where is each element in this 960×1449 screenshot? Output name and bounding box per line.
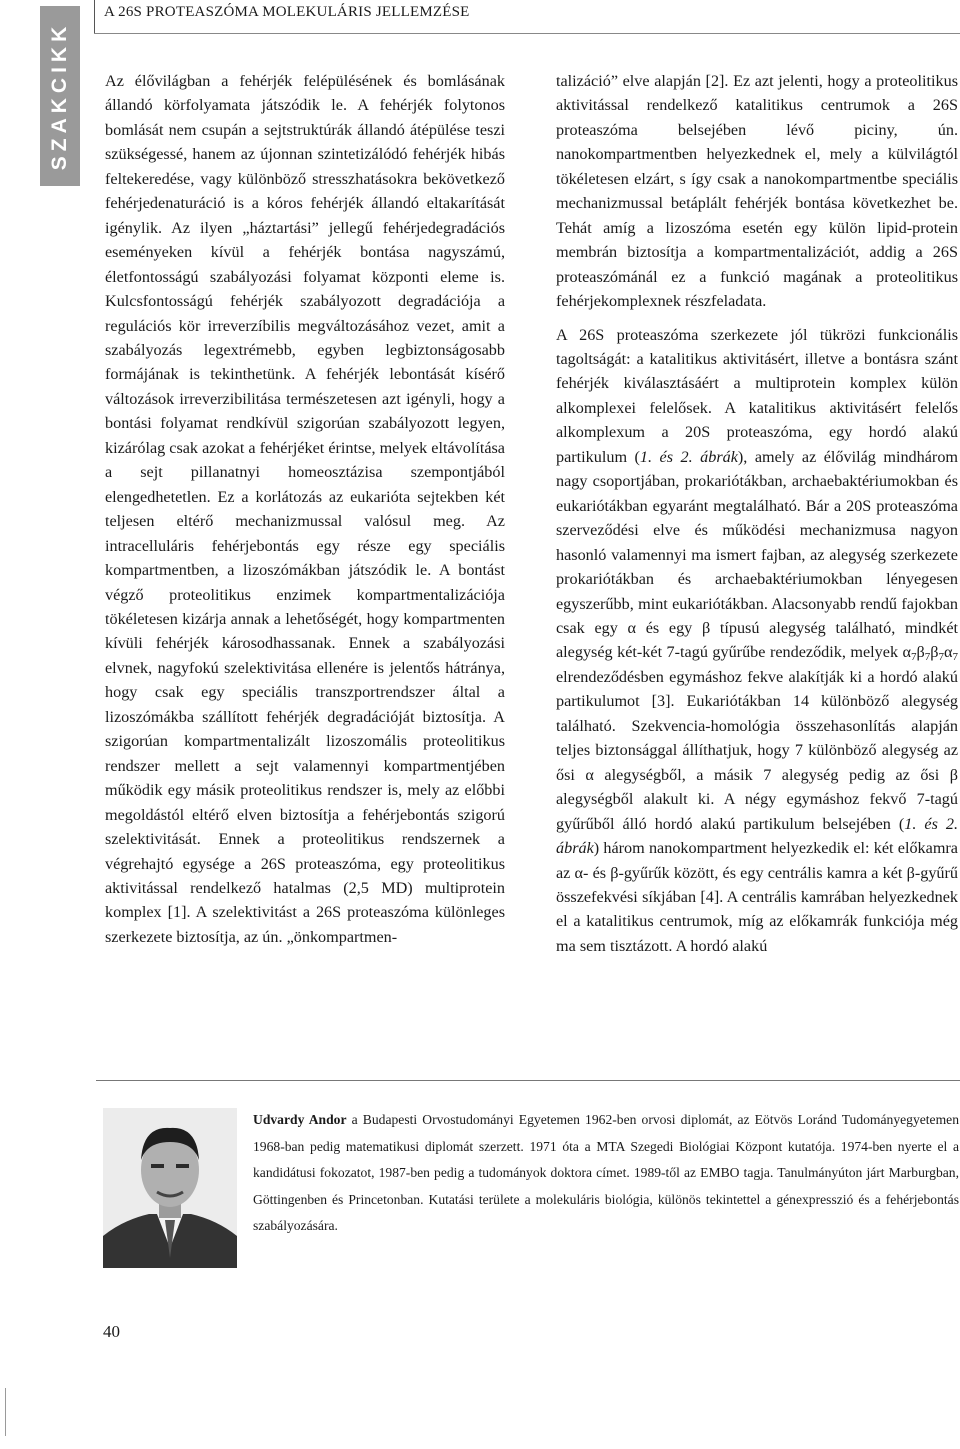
header-underline <box>94 33 960 34</box>
left-paragraph: Az élővilágban a fehérjék felépülésének és bomlásának állandó körfolyamata játszódik le. A fehérjék folytonos bomlását nem csupán a sejtstruktúrák állandó átépülése teszi szükségessé, hanem az újonnan szintetizálódó fehérjék hibás feltekeredése, vagy különböző stresszhatásokra bekövetkező fehérjedenaturáció is a kóros fehérjék állandó eltakarítását igénylik. Az ilyen „háztartási” jellegű fehérjedegradációs eseményeken kívül a fehérjék bontása nagyszámú, életfontosságú szabályozási folyamat központi eleme is. Kulcsfontosságú fehérjék szabályozott degradációja a regulációs kör irreverzíbilis megváltozásához vezet, amit a szabályozás legextrémebb, egyben legbiztonságosabb formájának is tekinthetünk. A fehérjék lebontását kísérő változások irreverzibilitása természetesen azt igényli, hogy a bontási folyamat rendkívül szigorúan szabályozott legyen, kizárólag csak azokat a fehérjéket érintse, melyek eltávolítása a sejt pillanatnyi homeosztázisa szempontjából elengedhetetlen. Ez a korlátozás az eukarióta sejtekben két teljesen eltérő mechanizmussal valósul meg. Az intracelluláris fehérjebontás egy része egy speciális kompartmentben, a lizoszómákban játszódik le. A bontást végző proteolitikus enzimek kompartmentalizációja tökéletesen kizárja annak a lehetőségét, hogy kompartmenten kívüli fehérjék károsodhassanak. Ennek a szabályozási elvnek, nagyfokú szelektivitása ellenére is jelentős hátránya, hogy csak egy speciális transzportrendszer által a lizoszómákba szállított fehérjék degradációját biztosítja. A szigorúan kompartmentalizált lizoszomális proteolitikus rendszer mellett a sejt valamennyi kompartmentjében működik egy másik proteolitikus rendszer is, mely az előbbi megoldástól eltérő elven biztosítja a fehérjebontás szigorú szelektivitását. Ennek a proteolitikus rendszernek a végrehajtó egysége a 26S proteaszóma, egy proteolitikus aktivitással rendelkező hatalmas (2,5 MD) multiprotein komplex [1]. A szelektivitást a 26S proteaszóma különleges szerkezete biztosítja, az ún. „önkompartmen- <box>105 72 505 946</box>
figure-ref: 1. és 2. ábrák <box>639 447 738 466</box>
running-header <box>94 0 960 34</box>
author-name: Udvardy Andor <box>253 1112 347 1127</box>
right-paragraph-2: A 26S proteaszóma szerkezete jól tükrözi funkcionális tagoltságát: a katalitikus aktivitásért, illetve a bontásra szánt fehérjék kiválasztásáért a multiprotein komplex külön alkomplexei felelősek. A katalitikus aktivitásért felelős alkomplexum a 20S proteaszóma, egy hordó alakú partikulum (1. és 2. ábrák), amely az élővilág mindhárom nagy csoportjában, prokariótákban, archaebaktériumokban és eukariótákban egyaránt megtalálható. Bár a 20S proteaszóma szerveződési elve és működési mechanizmusa nagyon hasonló valamennyi ma ismert fajban, az alegység szerkezete prokariótákban és archaebaktériumokban lényegesen egyszerűbb, mint eukariótákban. Alacsonyabb rendű fajokban csak egy α és egy β típusú alegység található, mindkét alegység két-két 7-tagú gyűrűbe rendeződik, melyek $\alpha_7\beta_7\beta_7\alpha_7$ elrendeződésben egymáshoz fekve alakítják ki a hordó alakú partikulumot [3]. Eukariótákban 14 különböző alegység található. Szekvencia-homológia összehasonlítás alapján teljes biztonsággal állíthatjuk, hogy 7 különböző alegység az ősi α alegységből, a másik 7 alegység pedig az ősi β alegységből alakult ki. A négy egymáshoz fekvő 7-tagú gyűrűből álló hordó alakú partikulum belsejében (1. és 2. ábrák) három nanokompartment helyezkedik el: két előkamra az α- és β-gyűrűk között, és egy centrális kamra a két β-gyűrű összefekvési síkjában [4]. A centrális kamrában helyezkednek el a katalitikus centrumok, míg az előkamrák funkciója még ma sem tisztázott. A hordó alakú <box>556 325 958 955</box>
section-label: SZAKCIKK <box>48 21 71 171</box>
section-tab <box>40 6 80 186</box>
section-divider <box>96 1080 960 1081</box>
author-bio-text: a Budapesti Orvostudományi Egyetemen 1962-ben orvosi diplomát, az Eötvös Loránd Tudományegyetemen 1968-ban pedig matematikusi diplomát szerzett. 1971 óta a MTA Szegedi Biológiai Központ kutatója. 1974-ben nyerte el a kandidátusi fokozatot, 1987-ben pedig a tudományok doktora címet. 1989-től az EMBO tagja. Tanulmányúton járt Marburgban, Göttingenben és Princetonban. Kutatási területe a molekuláris biológia, különös tekintettel a génexpresszió és a fehérjebontás szabályozására. <box>253 1112 959 1234</box>
page-number: 40 <box>103 1322 120 1341</box>
left-column <box>105 69 505 949</box>
right-column <box>556 69 958 958</box>
header-rule <box>94 0 95 34</box>
author-bio <box>253 1107 959 1240</box>
right-paragraph-1: talizáció” elve alapján [2]. Ez azt jelenti, hogy a proteolitikus aktivitással rendelkező katalitikus centrumok a 26S proteaszóma belsejében lévő piciny, ún. nanokompartmentben helyezkednek el, mely a külvilágtól tökéletesen elzárt, s így csak a nanokompartmentbe speciális mechanizmussal betáplált fehérjék bontása következhet be. Tehát amíg a lizoszóma esetén egy külön lipid-protein membrán biztosítja a kompartmentalizációt, addig a 26S proteaszómánál ez a funkció magának a proteolitikus fehérjekomplexnek részfeladata. <box>556 72 958 311</box>
figure-ref: 1. és 2. ábrák <box>556 814 958 858</box>
header-title: A 26S PROTEASZÓMA MOLEKULÁRIS JELLEMZÉSE <box>104 4 470 20</box>
margin-rule <box>5 1388 6 1436</box>
author-photo <box>103 1108 237 1268</box>
portrait-image <box>103 1108 237 1268</box>
